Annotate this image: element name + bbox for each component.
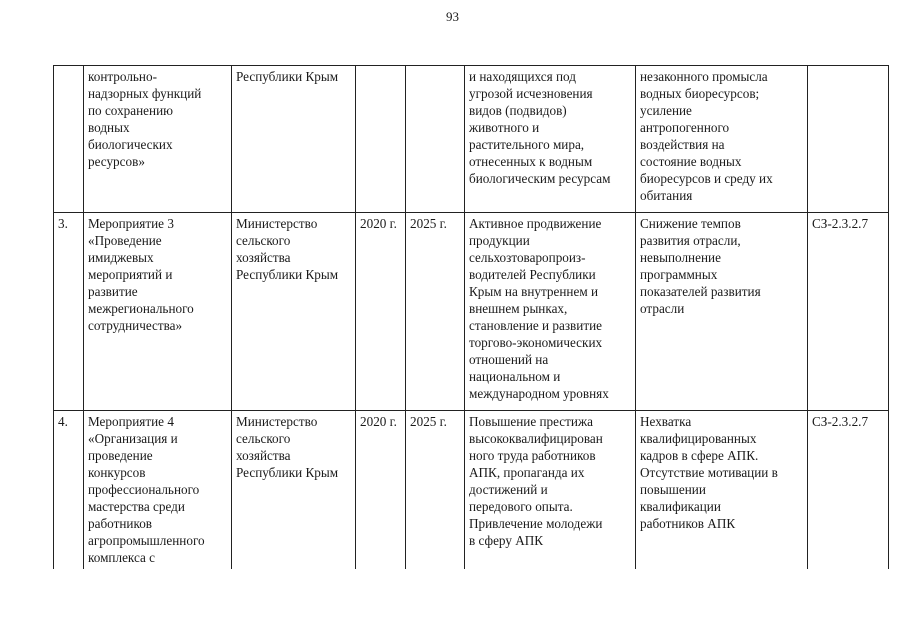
cell-code: СЗ-2.3.2.7 (808, 213, 889, 411)
table-row (54, 213, 889, 411)
cell-expected-result: и находящихся под угрозой исчезновения видов (подвидов) животного и растительного мира, отнесенных к водным биологическим ресурсам (465, 66, 636, 213)
cell-number (54, 66, 84, 213)
cell-risks: Снижение темпов развития отрасли, невыполнение программных показателей развития отрасли (636, 213, 808, 411)
cell-measure-name: контрольно- надзорных функций по сохранению водных биологических ресурсов» (84, 66, 232, 213)
table-row (54, 411, 889, 570)
cell-measure-name: Мероприятие 3 «Проведение имиджевых мероприятий и развитие межрегионального сотрудничества» (84, 213, 232, 411)
cell-expected-result: Активное продвижение продукции сельхозтоваропроиз- водителей Республики Крым на внутреннем и внешнем рынках, становление и развитие торгово-экономических отношений на национальном и международном уровнях (465, 213, 636, 411)
cell-end-year: 2025 г. (406, 213, 465, 411)
cell-executor: Министерство сельского хозяйства Республики Крым (232, 213, 356, 411)
cell-code: СЗ-2.3.2.7 (808, 411, 889, 570)
cell-code (808, 66, 889, 213)
cell-start-year: 2020 г. (356, 411, 406, 570)
cell-number: 3. (54, 213, 84, 411)
cell-number: 4. (54, 411, 84, 570)
cell-end-year (406, 66, 465, 213)
cell-risks: незаконного промысла водных биоресурсов; усиление антропогенного воздействия на состояние водных биоресурсов и среду их обитания (636, 66, 808, 213)
cell-end-year: 2025 г. (406, 411, 465, 570)
cell-start-year (356, 66, 406, 213)
page-number: 93 (446, 9, 459, 24)
measures-table (53, 65, 889, 569)
cell-risks: Нехватка квалифицированных кадров в сфере АПК. Отсутствие мотивации в повышении квалификации работников АПК (636, 411, 808, 570)
cell-expected-result: Повышение престижа высококвалифицирован ного труда работников АПК, пропаганда их достижений и передового опыта. Привлечение молодежи в сферу АПК (465, 411, 636, 570)
table-row (54, 66, 889, 213)
cell-executor: Республики Крым (232, 66, 356, 213)
cell-start-year: 2020 г. (356, 213, 406, 411)
cell-executor: Министерство сельского хозяйства Республики Крым (232, 411, 356, 570)
cell-measure-name: Мероприятие 4 «Организация и проведение конкурсов профессионального мастерства среди работников агропромышленного комплекса с (84, 411, 232, 570)
